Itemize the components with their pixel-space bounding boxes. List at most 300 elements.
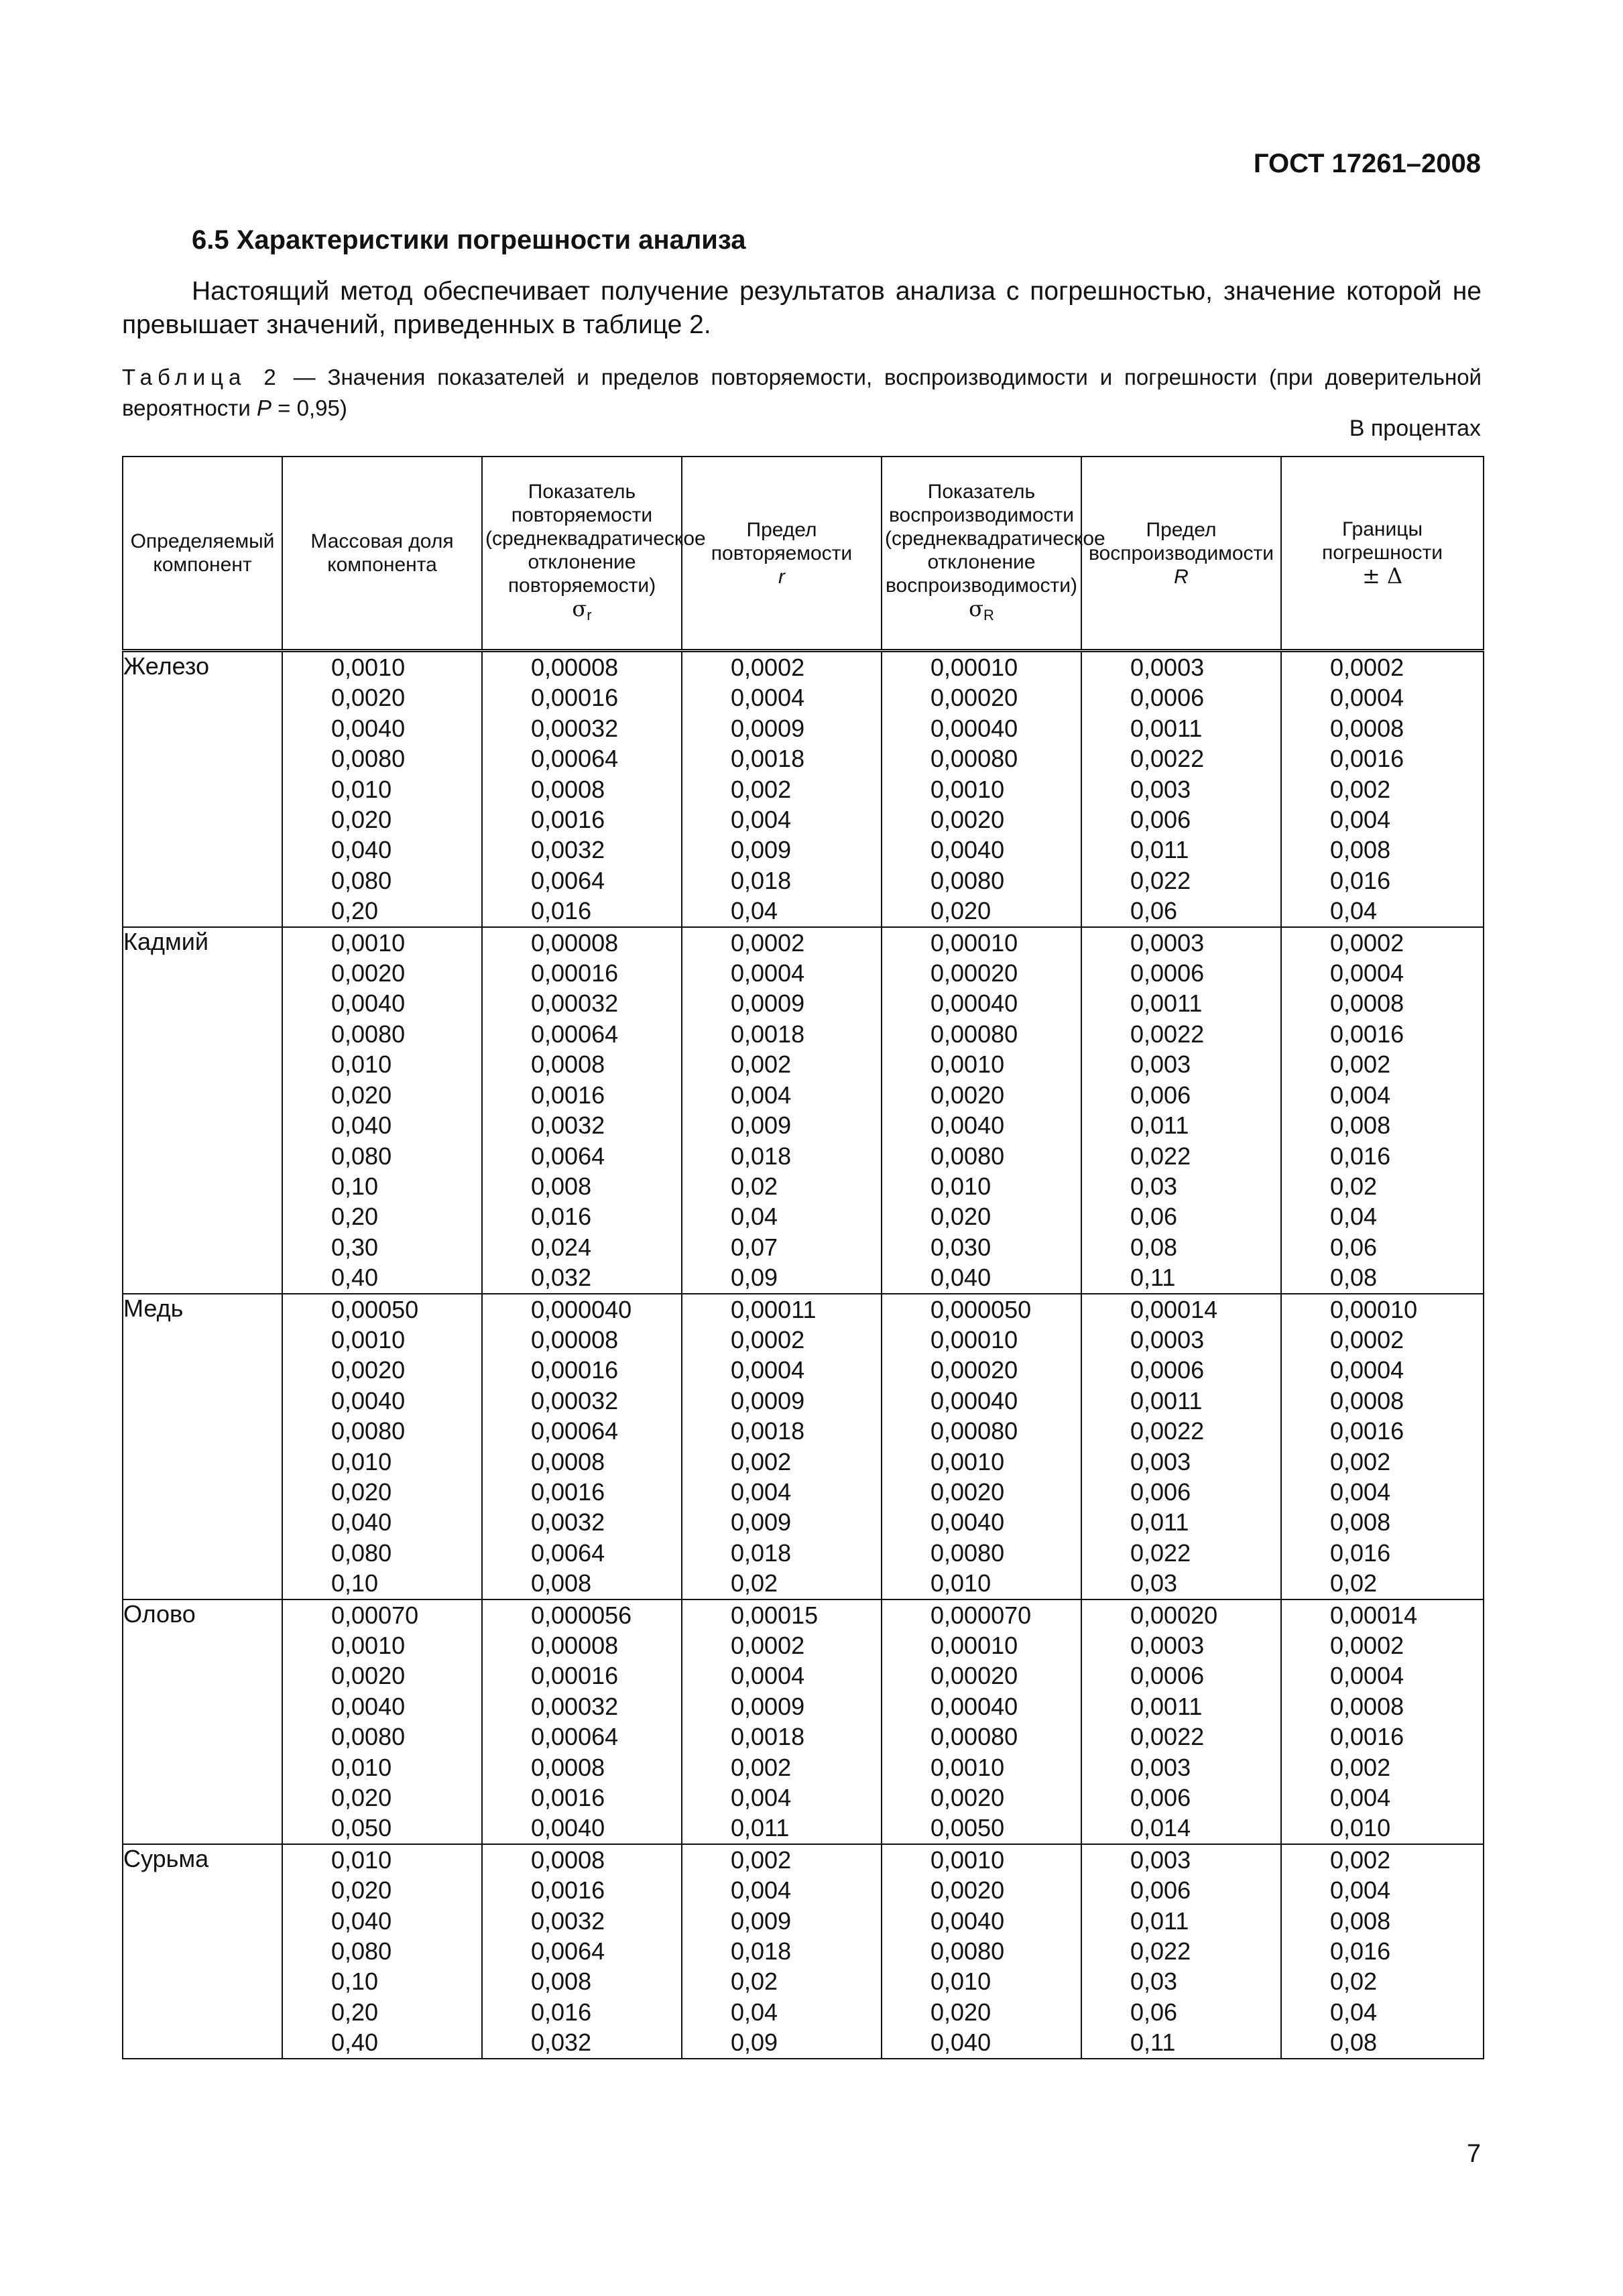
mass-fraction-value: 0,040	[331, 1508, 392, 1536]
repeatability-sd-value: 0,00016	[531, 1662, 619, 1690]
mass-fraction-value: 0,010	[331, 1846, 392, 1874]
repeatability-sd-value: 0,00032	[531, 1692, 619, 1720]
mass-fraction-value: 0,040	[331, 1907, 392, 1935]
error-bound-value: 0,004	[1330, 1876, 1391, 1905]
error-bound-value: 0,0008	[1330, 989, 1404, 1018]
mass-fraction-value: 0,0080	[331, 1723, 406, 1751]
repeatability-limit-value: 0,004	[731, 806, 792, 834]
reproducibility-sd-value: 0,00020	[930, 1662, 1018, 1690]
reproducibility-limit-value: 0,006	[1130, 1477, 1191, 1506]
repeatability-sd-value: 0,0032	[531, 836, 605, 864]
repeatability-limit-value: 0,00015	[731, 1601, 819, 1629]
component-name: Сурьма	[123, 1844, 282, 2059]
reproducibility-sd-value: 0,010	[930, 1968, 991, 1996]
header-repeatability-sd: Показатель повторяемости (среднеквадратическое отклонение повторяемости) $\sigma_r$	[482, 457, 682, 651]
reproducibility-limit-value: 0,011	[1130, 836, 1189, 864]
repeatability-limit-value: 0,009	[731, 1508, 792, 1536]
repeatability-limit-value: 0,00011	[731, 1295, 817, 1323]
mass-fraction-value: 0,010	[331, 1050, 392, 1079]
reproducibility-sd-value: 0,010	[930, 1172, 991, 1200]
mass-fraction-value: 0,00050	[331, 1295, 419, 1323]
reproducibility-sd-value: 0,00010	[930, 1325, 1018, 1353]
repeatability-sd-value: 0,000056	[531, 1601, 632, 1629]
mass-fraction-value: 0,10	[331, 1569, 379, 1597]
repeatability-limit-value: 0,0004	[731, 684, 805, 712]
repeatability-limit-value: 0,018	[731, 866, 792, 894]
reproducibility-sd-cell	[882, 1844, 1081, 2059]
repeatability-sd-value: 0,0064	[531, 1142, 605, 1170]
repeatability-limit-value: 0,04	[731, 897, 778, 925]
repeatability-limit-value: 0,02	[731, 1172, 778, 1200]
repeatability-sd-value: 0,00008	[531, 1325, 619, 1353]
error-bound-value: 0,0016	[1330, 1020, 1404, 1048]
error-bound-cell	[1281, 1844, 1484, 2059]
reproducibility-sd-cell	[882, 1294, 1081, 1599]
error-bound-value: 0,0002	[1330, 928, 1404, 957]
reproducibility-limit-value: 0,0022	[1130, 1020, 1205, 1048]
repeatability-limit-value: 0,009	[731, 836, 792, 864]
header-reproducibility-sd: Показатель воспроизводимости (среднеквадратическое отклонение воспроизводимости) $\sigma_R$	[882, 457, 1081, 651]
reproducibility-sd-cell	[882, 1599, 1081, 1844]
mass-fraction-value: 0,010	[331, 775, 392, 803]
error-bound-cell	[1281, 927, 1484, 1294]
table-row	[123, 1844, 1484, 2059]
table-caption-label: Таблица 2	[122, 365, 282, 389]
page-number: 7	[1466, 2140, 1481, 2168]
error-bound-value: 0,0008	[1330, 714, 1404, 742]
mass-fraction-cell	[282, 927, 482, 1294]
repeatability-limit-value: 0,02	[731, 1569, 778, 1597]
reproducibility-limit-value: 0,003	[1130, 1050, 1191, 1079]
reproducibility-sd-value: 0,0020	[930, 1081, 1005, 1109]
reproducibility-sd-value: 0,00080	[930, 1417, 1018, 1445]
reproducibility-limit-value: 0,014	[1130, 1814, 1191, 1842]
reproducibility-sd-value: 0,000050	[930, 1295, 1032, 1323]
mass-fraction-value: 0,20	[331, 1998, 379, 2026]
reproducibility-limit-value: 0,0022	[1130, 1723, 1205, 1751]
mass-fraction-value: 0,080	[331, 1142, 392, 1170]
repeatability-sd-value: 0,032	[531, 1264, 592, 1292]
repeatability-limit-cell	[682, 1844, 882, 2059]
reproducibility-limit-value: 0,0003	[1130, 1325, 1205, 1353]
error-bound-value: 0,08	[1330, 1264, 1378, 1292]
header-error-bounds: Границы погрешности ± Δ	[1281, 457, 1484, 651]
repeatability-sd-cell	[482, 1844, 682, 2059]
table-caption-text-before: — Значения показателей и пределов повторяемости, воспроизводимости и погрешности (при доверительной вероятности	[122, 365, 1482, 420]
error-bound-value: 0,02	[1330, 1968, 1378, 1996]
reproducibility-limit-cell	[1081, 927, 1281, 1294]
error-bound-value: 0,016	[1330, 866, 1391, 894]
mass-fraction-value: 0,080	[331, 1937, 392, 1966]
error-bound-value: 0,04	[1330, 1203, 1378, 1231]
reproducibility-limit-value: 0,11	[1130, 1264, 1176, 1292]
reproducibility-limit-value: 0,006	[1130, 806, 1191, 834]
reproducibility-limit-value: 0,0011	[1130, 714, 1203, 742]
repeatability-limit-value: 0,04	[731, 1203, 778, 1231]
repeatability-limit-value: 0,002	[731, 1447, 792, 1475]
mass-fraction-value: 0,020	[331, 1477, 392, 1506]
mass-fraction-value: 0,050	[331, 1814, 392, 1842]
reproducibility-sd-cell	[882, 927, 1081, 1294]
error-bound-value: 0,00010	[1330, 1295, 1418, 1323]
reproducibility-limit-value: 0,003	[1130, 1846, 1191, 1874]
repeatability-limit-value: 0,0009	[731, 1692, 805, 1720]
repeatability-sd-value: 0,0016	[531, 1081, 605, 1109]
mass-fraction-value: 0,010	[331, 1753, 392, 1781]
repeatability-limit-value: 0,0002	[731, 928, 805, 957]
repeatability-sd-value: 0,0016	[531, 1784, 605, 1812]
error-bound-value: 0,016	[1330, 1937, 1391, 1966]
repeatability-sd-value: 0,00008	[531, 1632, 619, 1659]
error-bound-value: 0,08	[1330, 2029, 1378, 2057]
repeatability-sd-value: 0,016	[531, 1203, 592, 1231]
error-bound-value: 0,0002	[1330, 1632, 1404, 1659]
repeatability-limit-value: 0,011	[731, 1814, 790, 1842]
repeatability-limit-value: 0,0004	[731, 959, 805, 987]
table-row	[123, 1294, 1484, 1599]
reproducibility-sd-value: 0,00040	[930, 714, 1018, 742]
reproducibility-sd-value: 0,0010	[930, 1050, 1005, 1079]
reproducibility-limit-value: 0,006	[1130, 1784, 1191, 1812]
header-repeatability-limit: Предел повторяемости r	[682, 457, 882, 651]
error-bound-value: 0,0008	[1330, 1692, 1404, 1720]
error-bound-value: 0,02	[1330, 1172, 1378, 1200]
reproducibility-sd-value: 0,0010	[930, 1846, 1005, 1874]
repeatability-sd-value: 0,0064	[531, 1538, 605, 1567]
error-bound-value: 0,010	[1330, 1814, 1391, 1842]
repeatability-limit-value: 0,0002	[731, 1632, 805, 1659]
repeatability-sd-value: 0,00016	[531, 1356, 619, 1384]
table-body	[123, 651, 1484, 2059]
repeatability-sd-value: 0,032	[531, 2029, 592, 2057]
mass-fraction-value: 0,020	[331, 1784, 392, 1812]
reproducibility-limit-value: 0,03	[1130, 1968, 1178, 1996]
reproducibility-limit-value: 0,006	[1130, 1081, 1191, 1109]
error-bound-value: 0,06	[1330, 1233, 1378, 1261]
reproducibility-limit-value: 0,0006	[1130, 1356, 1205, 1384]
reproducibility-sd-value: 0,0080	[930, 1142, 1005, 1170]
error-bound-value: 0,00014	[1330, 1601, 1418, 1629]
reproducibility-sd-value: 0,0050	[930, 1814, 1005, 1842]
reproducibility-limit-value: 0,0006	[1130, 1662, 1205, 1690]
repeatability-limit-value: 0,0004	[731, 1356, 805, 1384]
mass-fraction-value: 0,0040	[331, 714, 406, 742]
reproducibility-sd-value: 0,0040	[930, 836, 1005, 864]
error-bound-value: 0,0002	[1330, 1325, 1404, 1353]
reproducibility-limit-value: 0,0003	[1130, 654, 1205, 681]
error-bound-value: 0,004	[1330, 1784, 1391, 1812]
mass-fraction-value: 0,20	[331, 1203, 379, 1231]
mass-fraction-value: 0,00070	[331, 1601, 419, 1629]
mass-fraction-value: 0,0040	[331, 989, 406, 1018]
error-bound-value: 0,008	[1330, 1907, 1391, 1935]
table-header-row	[123, 457, 1484, 651]
repeatability-sd-value: 0,00064	[531, 745, 619, 773]
error-bound-value: 0,008	[1330, 836, 1391, 864]
error-bound-value: 0,008	[1330, 1508, 1391, 1536]
mass-fraction-value: 0,0080	[331, 1020, 406, 1048]
reproducibility-sd-value: 0,00040	[930, 1386, 1018, 1414]
repeatability-sd-value: 0,00016	[531, 684, 619, 712]
repeatability-limit-value: 0,0018	[731, 1723, 805, 1751]
component-name: Железо	[123, 651, 282, 927]
repeatability-sd-value: 0,0064	[531, 1937, 605, 1966]
reproducibility-sd-value: 0,00010	[930, 928, 1018, 957]
reproducibility-sd-value: 0,0080	[930, 1538, 1005, 1567]
reproducibility-limit-value: 0,0006	[1130, 684, 1205, 712]
repeatability-limit-value: 0,02	[731, 1968, 778, 1996]
repeatability-limit-value: 0,0018	[731, 745, 805, 773]
reproducibility-sd-value: 0,0020	[930, 1876, 1005, 1905]
component-name: Медь	[123, 1294, 282, 1599]
table-caption	[122, 362, 1482, 424]
repeatability-sd-value: 0,00064	[531, 1020, 619, 1048]
reproducibility-limit-value: 0,011	[1130, 1907, 1189, 1935]
reproducibility-limit-value: 0,003	[1130, 1447, 1191, 1475]
reproducibility-limit-value: 0,0022	[1130, 745, 1205, 773]
reproducibility-sd-value: 0,0040	[930, 1508, 1005, 1536]
repeatability-sd-value: 0,00064	[531, 1417, 619, 1445]
error-bound-value: 0,04	[1330, 897, 1378, 925]
reproducibility-sd-value: 0,0010	[930, 1447, 1005, 1475]
error-bound-value: 0,0008	[1330, 1386, 1404, 1414]
repeatability-limit-value: 0,002	[731, 775, 792, 803]
reproducibility-limit-value: 0,022	[1130, 1538, 1191, 1567]
repeatability-limit-cell	[682, 927, 882, 1294]
reproducibility-sd-value: 0,040	[930, 1264, 991, 1292]
repeatability-limit-cell	[682, 1294, 882, 1599]
error-bound-value: 0,004	[1330, 1477, 1391, 1506]
mass-fraction-value: 0,020	[331, 806, 392, 834]
repeatability-sd-value: 0,0008	[531, 1846, 605, 1874]
error-bound-value: 0,002	[1330, 775, 1391, 803]
mass-fraction-value: 0,080	[331, 1538, 392, 1567]
error-bound-value: 0,004	[1330, 806, 1391, 834]
reproducibility-limit-value: 0,0011	[1130, 989, 1203, 1018]
table-caption-text-after: = 0,95)	[272, 396, 347, 420]
mass-fraction-value: 0,0010	[331, 654, 406, 681]
error-bound-cell	[1281, 1294, 1484, 1599]
repeatability-sd-value: 0,024	[531, 1233, 592, 1261]
mass-fraction-value: 0,40	[331, 2029, 379, 2057]
repeatability-limit-value: 0,009	[731, 1907, 792, 1935]
repeatability-limit-value: 0,004	[731, 1081, 792, 1109]
mass-fraction-cell	[282, 1599, 482, 1844]
repeatability-limit-value: 0,0018	[731, 1020, 805, 1048]
repeatability-sd-value: 0,00032	[531, 1386, 619, 1414]
reproducibility-limit-value: 0,11	[1130, 2029, 1176, 2057]
intro-paragraph: Настоящий метод обеспечивает получение результатов анализа с погрешностью, значение которой не превышает значений, приведенных в таблице 2.	[122, 277, 1482, 339]
error-bound-value: 0,0004	[1330, 959, 1404, 987]
section-title: 6.5 Характеристики погрешности анализа	[192, 225, 746, 255]
reproducibility-limit-value: 0,08	[1130, 1233, 1178, 1261]
mass-fraction-value: 0,10	[331, 1968, 379, 1996]
repeatability-limit-value: 0,0009	[731, 1386, 805, 1414]
repeatability-limit-value: 0,004	[731, 1876, 792, 1905]
mass-fraction-value: 0,0010	[331, 928, 406, 957]
error-bound-value: 0,004	[1330, 1081, 1391, 1109]
header-mass-fraction: Массовая доля компонента	[282, 457, 482, 651]
reproducibility-sd-cell	[882, 651, 1081, 927]
error-bound-value: 0,002	[1330, 1753, 1391, 1781]
reproducibility-sd-value: 0,00020	[930, 684, 1018, 712]
error-bound-value: 0,0004	[1330, 684, 1404, 712]
reproducibility-sd-value: 0,0040	[930, 1907, 1005, 1935]
mass-fraction-cell	[282, 1294, 482, 1599]
reproducibility-limit-value: 0,03	[1130, 1172, 1178, 1200]
mass-fraction-value: 0,040	[331, 1111, 392, 1140]
table-row	[123, 927, 1484, 1294]
repeatability-limit-value: 0,04	[731, 1998, 778, 2026]
reproducibility-limit-value: 0,0006	[1130, 959, 1205, 987]
reproducibility-limit-cell	[1081, 651, 1281, 927]
error-bound-value: 0,0016	[1330, 1417, 1404, 1445]
repeatability-limit-value: 0,0009	[731, 989, 805, 1018]
error-bound-value: 0,0002	[1330, 654, 1404, 681]
repeatability-sd-value: 0,00008	[531, 654, 619, 681]
repeatability-sd-value: 0,00032	[531, 714, 619, 742]
error-bound-cell	[1281, 651, 1484, 927]
mass-fraction-value: 0,0020	[331, 1662, 406, 1690]
reproducibility-sd-value: 0,020	[930, 1998, 991, 2026]
repeatability-sd-value: 0,016	[531, 1998, 592, 2026]
error-bound-value: 0,0004	[1330, 1356, 1404, 1384]
repeatability-limit-value: 0,0002	[731, 654, 805, 681]
header-reproducibility-limit: Предел воспроизводимости R	[1081, 457, 1281, 651]
reproducibility-sd-value: 0,0080	[930, 866, 1005, 894]
error-bound-value: 0,016	[1330, 1142, 1391, 1170]
table-row	[123, 651, 1484, 927]
reproducibility-limit-value: 0,0022	[1130, 1417, 1205, 1445]
reproducibility-sd-value: 0,00020	[930, 1356, 1018, 1384]
repeatability-limit-value: 0,009	[731, 1111, 792, 1140]
repeatability-sd-value: 0,0008	[531, 775, 605, 803]
error-bound-value: 0,008	[1330, 1111, 1391, 1140]
mass-fraction-value: 0,010	[331, 1447, 392, 1475]
error-bound-value: 0,0004	[1330, 1662, 1404, 1690]
repeatability-sd-value: 0,00064	[531, 1723, 619, 1751]
reproducibility-limit-value: 0,00020	[1130, 1601, 1218, 1629]
reproducibility-sd-value: 0,0040	[930, 1111, 1005, 1140]
reproducibility-sd-value: 0,0010	[930, 775, 1005, 803]
header-component: Определяемый компонент	[123, 457, 282, 651]
mass-fraction-cell	[282, 651, 482, 927]
reproducibility-limit-value: 0,0003	[1130, 928, 1205, 957]
mass-fraction-cell	[282, 1844, 482, 2059]
reproducibility-limit-value: 0,0011	[1130, 1692, 1203, 1720]
mass-fraction-value: 0,20	[331, 897, 379, 925]
repeatability-sd-value: 0,008	[531, 1172, 592, 1200]
reproducibility-sd-value: 0,00020	[930, 959, 1018, 987]
reproducibility-sd-value: 0,00080	[930, 745, 1018, 773]
repeatability-limit-value: 0,018	[731, 1937, 792, 1966]
repeatability-sd-value: 0,00032	[531, 989, 619, 1018]
mass-fraction-value: 0,10	[331, 1172, 379, 1200]
reproducibility-sd-value: 0,020	[930, 897, 991, 925]
units-note: В процентах	[1349, 416, 1481, 441]
reproducibility-sd-value: 0,0080	[930, 1937, 1005, 1966]
reproducibility-limit-value: 0,06	[1130, 1203, 1178, 1231]
reproducibility-sd-value: 0,00040	[930, 989, 1018, 1018]
reproducibility-sd-value: 0,000070	[930, 1601, 1032, 1629]
reproducibility-limit-value: 0,022	[1130, 1142, 1191, 1170]
repeatability-sd-cell	[482, 1599, 682, 1844]
repeatability-sd-value: 0,0032	[531, 1111, 605, 1140]
reproducibility-sd-value: 0,020	[930, 1203, 991, 1231]
repeatability-limit-value: 0,0009	[731, 714, 805, 742]
repeatability-limit-value: 0,09	[731, 1264, 778, 1292]
reproducibility-sd-value: 0,0020	[930, 1477, 1005, 1506]
repeatability-limit-value: 0,002	[731, 1846, 792, 1874]
component-name: Олово	[123, 1599, 282, 1844]
precision-table	[122, 456, 1484, 2059]
error-bound-value: 0,002	[1330, 1050, 1391, 1079]
error-bound-value: 0,0016	[1330, 1723, 1404, 1751]
mass-fraction-value: 0,0040	[331, 1692, 406, 1720]
reproducibility-limit-value: 0,00014	[1130, 1295, 1218, 1323]
mass-fraction-value: 0,080	[331, 866, 392, 894]
repeatability-sd-value: 0,0016	[531, 806, 605, 834]
mass-fraction-value: 0,0020	[331, 684, 406, 712]
repeatability-sd-value: 0,0016	[531, 1477, 605, 1506]
repeatability-limit-value: 0,018	[731, 1142, 792, 1170]
error-bound-value: 0,04	[1330, 1998, 1378, 2026]
reproducibility-limit-cell	[1081, 1294, 1281, 1599]
repeatability-sd-value: 0,0008	[531, 1050, 605, 1079]
mass-fraction-value: 0,020	[331, 1876, 392, 1905]
table-row	[123, 1599, 1484, 1844]
reproducibility-sd-value: 0,010	[930, 1569, 991, 1597]
repeatability-sd-value: 0,0008	[531, 1447, 605, 1475]
repeatability-limit-cell	[682, 651, 882, 927]
repeatability-sd-value: 0,000040	[531, 1295, 632, 1323]
reproducibility-sd-value: 0,040	[930, 2029, 991, 2057]
table-caption-variable: P	[257, 396, 272, 420]
repeatability-limit-value: 0,018	[731, 1538, 792, 1567]
reproducibility-limit-cell	[1081, 1599, 1281, 1844]
repeatability-sd-value: 0,00016	[531, 959, 619, 987]
mass-fraction-value: 0,0020	[331, 959, 406, 987]
error-bound-value: 0,002	[1330, 1447, 1391, 1475]
reproducibility-limit-value: 0,03	[1130, 1569, 1178, 1597]
document-code: ГОСТ 17261–2008	[1253, 149, 1481, 178]
mass-fraction-value: 0,40	[331, 1264, 379, 1292]
repeatability-limit-value: 0,09	[731, 2029, 778, 2057]
repeatability-limit-value: 0,0018	[731, 1417, 805, 1445]
repeatability-sd-value: 0,0064	[531, 866, 605, 894]
reproducibility-limit-value: 0,006	[1130, 1876, 1191, 1905]
repeatability-limit-value: 0,07	[731, 1233, 778, 1261]
repeatability-limit-value: 0,002	[731, 1050, 792, 1079]
reproducibility-limit-value: 0,011	[1130, 1111, 1189, 1140]
reproducibility-sd-value: 0,00010	[930, 1632, 1018, 1659]
repeatability-sd-cell	[482, 1294, 682, 1599]
reproducibility-limit-value: 0,003	[1130, 1753, 1191, 1781]
reproducibility-sd-value: 0,0020	[930, 1784, 1005, 1812]
reproducibility-sd-value: 0,00080	[930, 1020, 1018, 1048]
repeatability-sd-value: 0,016	[531, 897, 592, 925]
error-bound-value: 0,002	[1330, 1846, 1391, 1874]
mass-fraction-value: 0,0080	[331, 1417, 406, 1445]
reproducibility-limit-value: 0,011	[1130, 1508, 1189, 1536]
mass-fraction-value: 0,040	[331, 836, 392, 864]
reproducibility-sd-value: 0,00080	[930, 1723, 1018, 1751]
repeatability-limit-value: 0,0004	[731, 1662, 805, 1690]
repeatability-sd-value: 0,00008	[531, 928, 619, 957]
error-bound-value: 0,016	[1330, 1538, 1391, 1567]
repeatability-limit-cell	[682, 1599, 882, 1844]
repeatability-sd-value: 0,0008	[531, 1753, 605, 1781]
